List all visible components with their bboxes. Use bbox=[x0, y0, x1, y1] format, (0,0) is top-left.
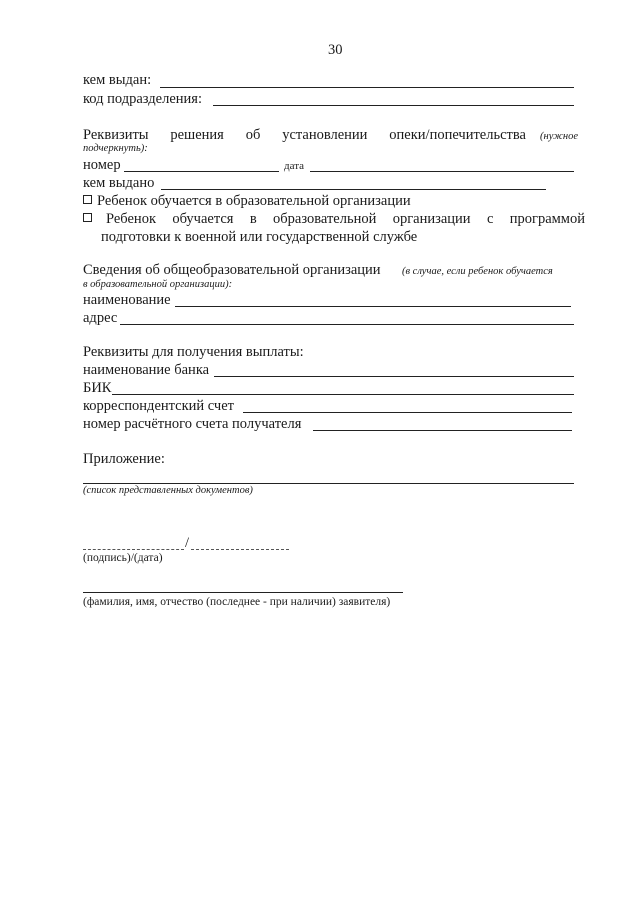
payment-heading: Реквизиты для получения выплаты: bbox=[83, 344, 304, 360]
option-1[interactable] bbox=[83, 193, 411, 210]
bank-field[interactable] bbox=[214, 376, 574, 377]
school-note-1: (в случае, если ребенок обучается bbox=[402, 266, 553, 277]
issued-by-label: кем выдан: bbox=[83, 72, 152, 88]
corr-account-label: корреспондентский счет bbox=[83, 398, 234, 414]
page-number: 30 bbox=[328, 42, 343, 58]
bik-field[interactable] bbox=[112, 394, 574, 395]
school-name-field[interactable] bbox=[175, 306, 571, 307]
school-heading: Сведения об общеобразовательной организации bbox=[83, 262, 381, 278]
date-field[interactable] bbox=[310, 171, 574, 172]
number-field[interactable] bbox=[124, 171, 279, 172]
issued-by-2-label: кем выдано bbox=[83, 175, 155, 191]
issued-by-field[interactable] bbox=[160, 87, 574, 88]
checkbox-option-1[interactable] bbox=[83, 195, 92, 204]
checkbox-option-2[interactable] bbox=[83, 213, 92, 222]
guardianship-heading: Реквизиты решения об установлении опеки/попечительства bbox=[83, 127, 526, 143]
bank-label: наименование банка bbox=[83, 362, 210, 378]
issued-by-2-field[interactable] bbox=[161, 189, 546, 190]
attachment-heading: Приложение: bbox=[83, 451, 165, 467]
applicant-name-field[interactable] bbox=[83, 592, 403, 593]
school-address-label: адрес bbox=[83, 310, 118, 326]
guardianship-note-2: подчеркнуть): bbox=[83, 143, 148, 154]
applicant-caption: (фамилия, имя, отчество (последнее - при наличии) заявителя) bbox=[83, 596, 391, 608]
account-field[interactable] bbox=[313, 430, 572, 431]
option-2-label-line2: подготовки к военной или государственной службе bbox=[101, 229, 418, 245]
school-address-field[interactable] bbox=[120, 324, 574, 325]
signature-field[interactable] bbox=[83, 549, 184, 550]
school-name-label: наименование bbox=[83, 292, 171, 308]
school-note-2: в образовательной организации): bbox=[83, 279, 233, 290]
attachment-caption: (список представленных документов) bbox=[83, 485, 253, 496]
account-label: номер расчётного счета получателя bbox=[83, 416, 302, 432]
guardianship-note-1: (нужное bbox=[540, 131, 578, 142]
attachment-field[interactable] bbox=[83, 483, 574, 484]
option-2-label-line1: Ребенок обучается в образовательной организации с программой bbox=[106, 211, 585, 227]
signature-slash: / bbox=[185, 535, 190, 551]
signature-caption: (подпись)/(дата) bbox=[83, 552, 163, 564]
date-signature-field[interactable] bbox=[191, 549, 289, 550]
corr-account-field[interactable] bbox=[243, 412, 572, 413]
date-label: дата bbox=[284, 160, 305, 172]
division-code-label: код подразделения: bbox=[83, 91, 202, 107]
number-label: номер bbox=[83, 157, 121, 173]
bik-label: БИК bbox=[83, 380, 112, 396]
division-code-field[interactable] bbox=[213, 105, 574, 106]
option-1-label: Ребенок обучается в образовательной организации bbox=[97, 193, 411, 209]
